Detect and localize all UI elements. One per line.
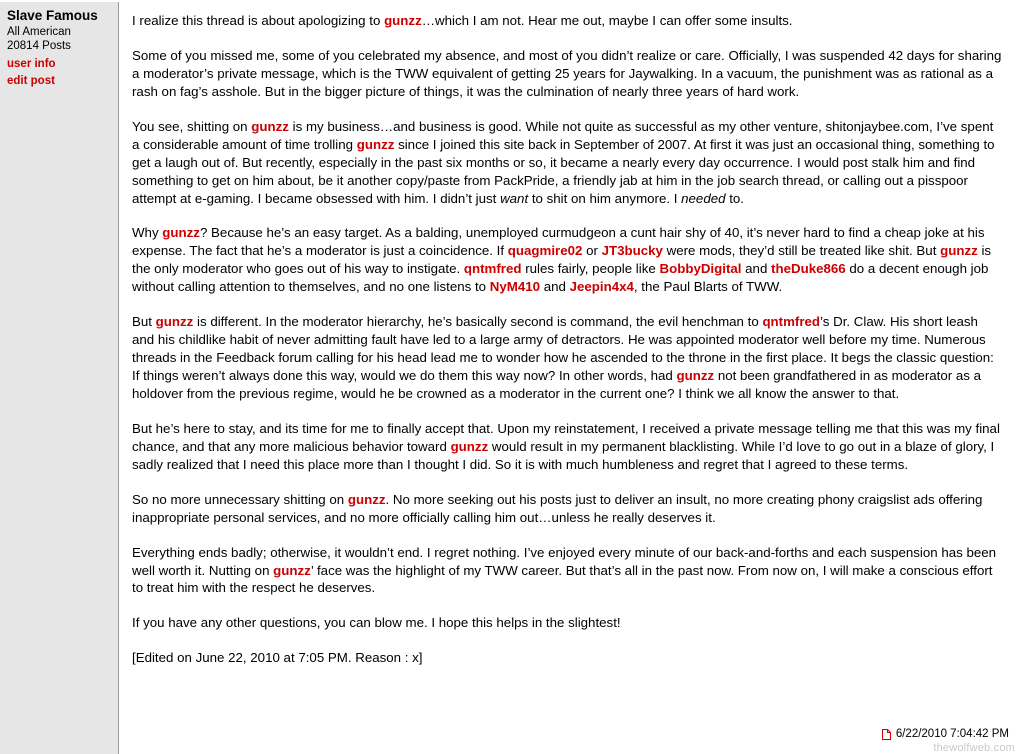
post-text: Everything ends badly; otherwise, it wouldn’t end. I regret nothing. I’ve enjoyed every minute of our back-and-forths and each suspension has been well worth it. Nutting on xyxy=(132,544,997,578)
post-text: to shit on him anymore. I xyxy=(528,190,682,206)
edit-post-link[interactable]: edit post xyxy=(7,74,55,87)
post-text: rules fairly, people like xyxy=(521,261,660,277)
post-author-panel xyxy=(0,2,119,754)
post-text: If you have any other questions, you can blow me. I hope this helps in the slightest! xyxy=(132,615,621,631)
post-text: You see, shitting on xyxy=(132,118,252,134)
site-watermark: thewolfweb.com xyxy=(933,742,1015,754)
username-mention[interactable]: gunzz xyxy=(251,118,289,134)
post-text: Why xyxy=(132,225,163,241)
post-paragraph xyxy=(132,544,1003,598)
post-paragraph xyxy=(132,47,1003,101)
post-text: But he’s here to stay, and its time for me to finally accept that. Upon my reinstatement, I received a private message telling me that this was my final chance, and that any more malicious behavior toward xyxy=(132,420,1000,454)
post-text: since I joined this site back in September of 2007. At first it was just an occasional thing, something to get a laugh out of. But recently, especially in the past six months or so, it became a nearly every day occurrence. I would post stalk him and find something to get on him about, be it another copy/paste from PackPride, a friendly jab at him in the job search thread, or calling out a pisspoor attempt at e-gaming. I became obsessed with him. I didn’t just xyxy=(132,136,995,206)
username-mention[interactable]: gunzz xyxy=(273,562,311,578)
username-mention[interactable]: gunzz xyxy=(162,225,200,241)
username-mention[interactable]: JT3bucky xyxy=(601,243,663,259)
post-paragraph xyxy=(132,420,1003,474)
post-text: I realize this thread is about apologizing to xyxy=(132,13,385,28)
username-mention[interactable]: gunzz xyxy=(676,368,715,383)
username-mention[interactable]: quagmire02 xyxy=(507,243,583,259)
username-mention[interactable]: gunzz xyxy=(155,314,194,330)
username-mention[interactable]: qntmfred xyxy=(762,314,821,330)
post-text: ’s Dr. Claw. His short leash and his childlike habit of never admitting fault have led to a large army of detractors. He was appointed moderator well before my time. Numerous threads in the Feedback forum calling for his head lead me to wonder how he ascended to the throne in the first place. It begs the classic question: If things weren’t always done this way, would we do them this way now? In other words, had xyxy=(132,314,994,383)
post-text: …which I am not. Hear me out, maybe I can offer some insults. xyxy=(421,13,793,28)
post-text: to. xyxy=(725,190,744,206)
username-mention[interactable]: BobbyDigital xyxy=(659,261,742,277)
username-mention[interactable]: theDuke866 xyxy=(771,261,846,277)
username-mention[interactable]: gunzz xyxy=(384,13,422,28)
username-mention[interactable]: NyM410 xyxy=(489,279,541,295)
username-mention[interactable]: gunzz xyxy=(940,243,978,259)
post-text: and xyxy=(741,261,772,277)
page-icon xyxy=(882,729,891,740)
post-paragraph xyxy=(132,118,1003,208)
author-post-count: 20814 Posts xyxy=(7,39,71,52)
post-text: ’ face was the highlight of my TWW career. But that’s all in the past now. From now on, I will make a conscious effort to treat him with the respect he deserves. xyxy=(132,562,993,596)
post-paragraph xyxy=(132,313,1003,403)
post-text: . No more seeking out his posts just to deliver an insult, no more creating phony craigslist ads offering inappropriate personal services, and no more officially calling him out…unless he really deserves it. xyxy=(132,491,983,525)
post-text: not been grandfathered in as moderator as a holdover from the previous regime, would he be crowned as a moderator in the current one? I think we all know the answer to that. xyxy=(132,368,981,401)
post-text: would result in my permanent blacklisting. While I’d love to go out in a blaze of glory, I sadly realized that I need this place more than I thought I did. So it is with much humbleness and regret that I agreed to these terms. xyxy=(132,438,995,472)
post-timestamp-row xyxy=(882,728,1009,740)
post-paragraph xyxy=(132,614,1003,632)
post-text: or xyxy=(582,243,602,259)
edit-note: [Edited on June 22, 2010 at 7:05 PM. Reason : x] xyxy=(132,650,423,666)
author-name: Slave Famous xyxy=(7,8,98,23)
post-text: But xyxy=(132,314,156,330)
username-mention[interactable]: gunzz xyxy=(450,438,489,454)
username-mention[interactable]: gunzz xyxy=(356,136,395,152)
post-timestamp: 6/22/2010 7:04:42 PM xyxy=(895,728,1009,740)
username-mention[interactable]: qntmfred xyxy=(463,261,522,277)
username-mention[interactable]: gunzz xyxy=(347,491,386,507)
post-paragraph xyxy=(132,491,1003,527)
post-body xyxy=(119,2,1017,754)
post-text: Some of you missed me, some of you celebrated my absence, and most of you didn’t realize or care. Officially, I was suspended 42 days for sharing a moderator’s private message, which is the TWW equivalent of getting 25 years for Jaywalking. In a vacuum, the punishment was as rational as a rash on fag’s asshole. But in the bigger picture of things, it was the culmination of nearly three years of hard work. xyxy=(132,47,1002,99)
post-text: do a decent enough job without calling attention to themselves, and no one listens to xyxy=(132,261,989,295)
author-title: All American xyxy=(7,25,71,38)
post-text: , the Paul Blarts of TWW. xyxy=(633,279,783,295)
post-paragraph xyxy=(132,12,1003,30)
post-text: is the only moderator who goes out of his way to instigate. xyxy=(132,243,992,277)
post-text: were mods, they’d still be treated like shit. But xyxy=(662,243,941,259)
post-text: So no more unnecessary shitting on xyxy=(132,491,348,507)
username-mention[interactable]: Jeepin4x4 xyxy=(569,279,634,295)
post-text: and xyxy=(540,279,570,295)
post-text: is my business…and business is good. While not quite as successful as my other venture, shitonjaybee.com, I’ve spent a considerable amount of time trolling xyxy=(132,118,994,152)
post-text: ? Because he’s an easy target. As a balding, unemployed curmudgeon a cunt hair shy of 40, it’s never hard to find a cheap joke at his expense. The fact that he’s a moderator is just a coincidence. If xyxy=(132,225,985,259)
post-paragraph xyxy=(132,224,1003,296)
post-paragraphs xyxy=(132,12,1003,632)
post-text: is different. In the moderator hierarchy, he’s basically second is command, the evil henchman to xyxy=(193,314,763,330)
emphasis-text: want xyxy=(500,190,529,206)
emphasis-text: needed xyxy=(681,190,726,206)
user-info-link[interactable]: user info xyxy=(7,58,56,71)
